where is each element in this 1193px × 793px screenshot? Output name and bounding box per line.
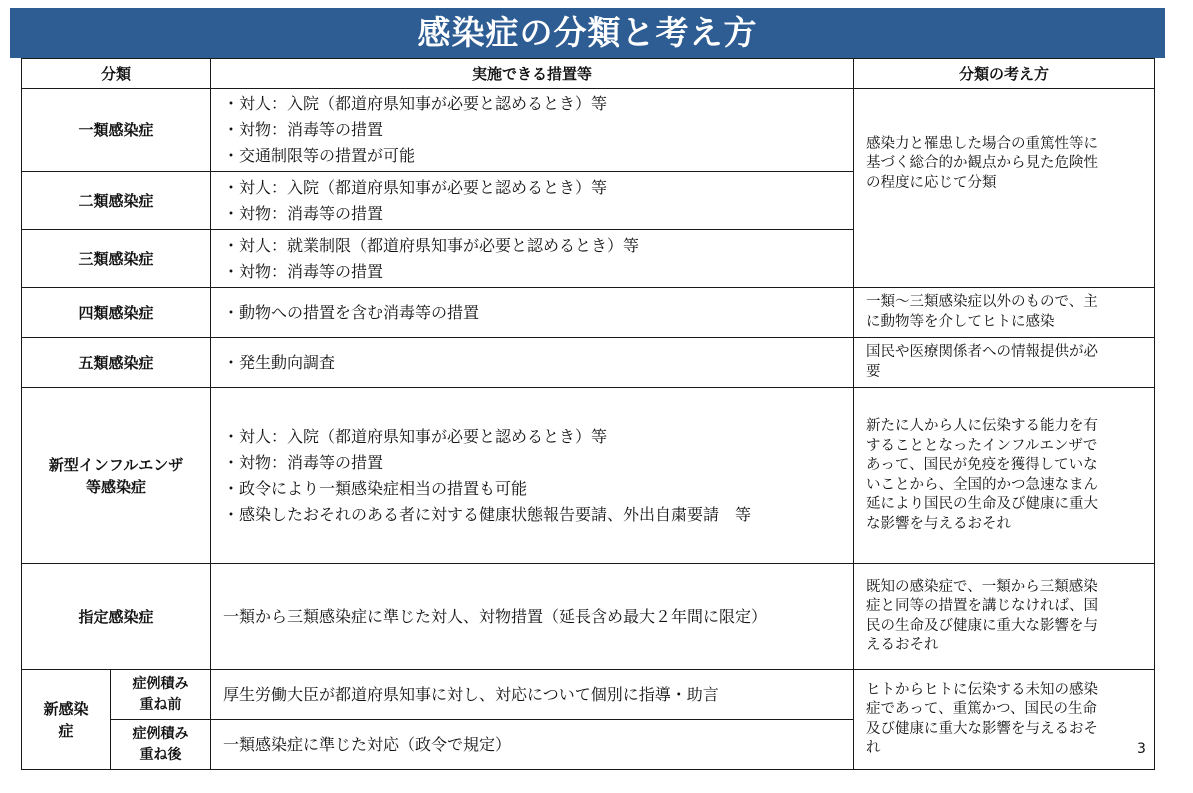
- concept-line: の程度に応じて分類: [866, 174, 997, 191]
- class5-name: 五類感染症: [22, 338, 211, 388]
- measure-line: ・対物：消毒等の措置: [223, 203, 384, 223]
- concept-line: 民の生命及び健康に重大な影響を与: [866, 617, 1099, 634]
- measure-line: 厚生労働大臣が都道府県知事に対し、対応について個別に指導・助言: [223, 684, 719, 704]
- header-row: [22, 59, 1155, 89]
- label-line: 重ね後: [139, 746, 182, 763]
- concept-line: 一類～三類感染症以外のもので、主: [866, 294, 1098, 310]
- new-before-label: [111, 670, 211, 720]
- designated-name: 指定感染症: [22, 564, 211, 670]
- measure-line: ・対物：消毒等の措置: [223, 120, 384, 139]
- class1-name: 一類感染症: [22, 89, 211, 172]
- concept-line: あって、国民が免疫を獲得していな: [866, 457, 1098, 473]
- label-line: 症例積み: [132, 725, 189, 742]
- slide-title: 感染症の分類と考え方: [10, 8, 1165, 58]
- measure-line: ・対人：入院（都道府県知事が必要と認めるとき）等: [223, 94, 608, 113]
- influenza-measures: [211, 388, 854, 564]
- concept-line: 国民や医療関係者への情報提供が必: [866, 344, 1099, 360]
- row-influenza: [22, 388, 1155, 564]
- concept-line: 要: [866, 363, 881, 380]
- classification-table: [21, 58, 1155, 770]
- new-disease-name: [22, 670, 111, 770]
- row-class5: [22, 338, 1155, 388]
- new-before-measures: [211, 670, 854, 720]
- measure-line: ・感染したおそれのある者に対する健康状態報告要請、外出自粛要請 等: [223, 504, 752, 524]
- new-disease-concept: [854, 670, 1155, 770]
- concept-line: 新たに人から人に伝染する能力を有: [866, 418, 1099, 434]
- measure-line: ・動物への措置を含む消毒等の措置: [223, 302, 480, 322]
- concept-line: ヒトからヒトに伝染する未知の感染: [866, 681, 1099, 698]
- label-line: 症例積み: [132, 675, 189, 692]
- class1-measures: [211, 89, 854, 172]
- name-line: 症: [58, 721, 74, 740]
- measure-line: 一類感染症に準じた対応（政令で規定）: [223, 734, 512, 754]
- measure-line: ・対人：就業制限（都道府県知事が必要と認めるとき）等: [223, 235, 640, 255]
- page-number: 3: [1137, 741, 1146, 757]
- concept-line: 症と同等の措置を講じなければ、国: [866, 598, 1099, 614]
- measure-line: ・対物：消毒等の措置: [223, 261, 384, 281]
- concept-line: れ: [866, 740, 881, 756]
- new-after-measures: [211, 720, 854, 770]
- class5-measures: [211, 338, 854, 388]
- measure-line: 一類から三類感染症に準じた対人、対物措置（延長含め最大２年間に限定）: [223, 606, 768, 626]
- measure-line: ・交通制限等の措置が可能: [223, 146, 416, 165]
- header-category: 分類: [22, 59, 211, 89]
- row-class4: [22, 288, 1155, 338]
- designated-measures: [211, 564, 854, 670]
- concept-line: することとなったインフルエンザで: [866, 437, 1098, 454]
- concept-line: に動物等を介してヒトに感染: [866, 313, 1055, 330]
- row-new-before: [22, 670, 1155, 720]
- class4-concept: [854, 288, 1155, 338]
- concept-line: 症であって、重篤かつ、国民の生命: [866, 701, 1097, 717]
- concept-line: 及び健康に重大な影響を与えるおそ: [866, 720, 1099, 737]
- concept-line: いことから、全国的かつ急速なまん: [866, 476, 1099, 493]
- concept-line: 感染力と罹患した場合の重篤性等に: [866, 135, 1099, 152]
- name-line: 新感染: [43, 699, 89, 718]
- influenza-concept: [854, 388, 1155, 564]
- measure-line: ・対人：入院（都道府県知事が必要と認めるとき）等: [223, 177, 608, 197]
- row-designated: [22, 564, 1155, 670]
- concept-line: えるおそれ: [866, 637, 939, 653]
- influenza-name: [22, 388, 211, 564]
- class1to3-concept: [854, 89, 1155, 288]
- concept-line: な影響を与えるおそれ: [866, 515, 1012, 532]
- header-measures: 実施できる措置等: [211, 59, 854, 89]
- designated-concept: [854, 564, 1155, 670]
- measure-line: ・対人：入院（都道府県知事が必要と認めるとき）等: [223, 426, 608, 446]
- concept-line: 既知の感染症で、一類から三類感染: [866, 578, 1098, 595]
- measure-line: ・政令により一類感染症相当の措置も可能: [223, 478, 528, 498]
- label-line: 重ね前: [139, 696, 182, 713]
- name-line: 等感染症: [86, 477, 147, 496]
- class5-concept: [854, 338, 1155, 388]
- concept-line: 基づく総合的か観点から見た危険性: [866, 155, 1099, 172]
- header-concept: 分類の考え方: [854, 59, 1155, 89]
- measure-line: ・発生動向調査: [223, 352, 336, 372]
- new-after-label: [111, 720, 211, 770]
- row-class1: [22, 89, 1155, 172]
- class3-name: 三類感染症: [22, 230, 211, 288]
- concept-line: 延により国民の生命及び健康に重大: [866, 496, 1099, 512]
- measure-line: ・対物：消毒等の措置: [223, 452, 384, 472]
- class2-name: 二類感染症: [22, 172, 211, 230]
- class4-measures: [211, 288, 854, 338]
- class4-name: 四類感染症: [22, 288, 211, 338]
- name-line: 新型インフルエンザ: [48, 455, 184, 474]
- class3-measures: [211, 230, 854, 288]
- class2-measures: [211, 172, 854, 230]
